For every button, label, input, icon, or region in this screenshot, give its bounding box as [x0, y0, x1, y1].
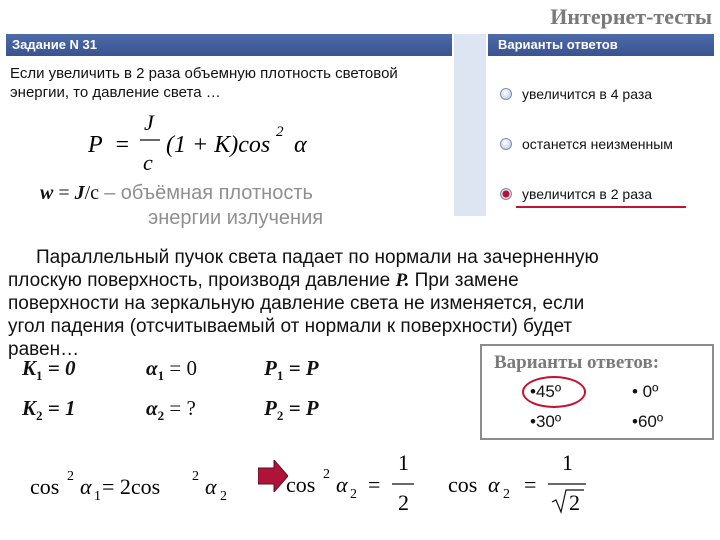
eq2-eq: =	[368, 472, 381, 497]
density-eq: =	[53, 182, 75, 204]
variants-box	[480, 344, 714, 440]
answer-option-3[interactable]	[500, 186, 652, 202]
given-alpha2: $\alpha_2$ = ?	[146, 396, 196, 424]
answer-option-1[interactable]	[500, 86, 652, 102]
given-p2: $P_2 = P$	[264, 396, 319, 424]
eq2-sub: 2	[350, 487, 357, 502]
density-w: w	[40, 182, 54, 204]
eq2-den: 2	[398, 490, 409, 515]
eq1-sub: 1	[94, 489, 101, 504]
formula-power: 2	[276, 124, 284, 140]
eq3-num: 1	[562, 450, 573, 475]
eq1-alpha2: α	[205, 474, 217, 499]
task-panel-header: Задание N 31	[6, 34, 452, 56]
question-line-2: энергии, то давление света …	[10, 84, 221, 101]
eq2-pow: 2	[323, 467, 330, 482]
answer-option-2[interactable]	[500, 136, 673, 152]
eq3-cos: cos	[448, 472, 478, 497]
formula-num: J	[144, 110, 154, 135]
answer-option-label: увеличится в 2 раза	[522, 186, 653, 202]
density-definition	[40, 182, 313, 205]
pressure-formula-svg	[88, 110, 328, 180]
panel-divider	[454, 34, 486, 216]
problem-line-4: угол падения (отсчитываемый от нормали к поверхности) будет	[8, 316, 573, 337]
problem-line-2	[8, 269, 708, 292]
given-alpha1: $\alpha_1 = 0$	[146, 356, 197, 384]
given-k2: $K_2 = 1$	[22, 396, 76, 424]
eq1-alpha: α	[80, 474, 92, 499]
density-c: /c	[84, 182, 100, 204]
radio-icon[interactable]	[500, 88, 512, 100]
eq1-sub2: 2	[220, 489, 227, 504]
eq1-pow2: 2	[192, 469, 199, 484]
density-J: J	[74, 182, 85, 204]
selected-answer-underline	[516, 206, 686, 208]
question-line-1: Если увеличить в 2 раза объемную плотность световой	[10, 65, 398, 82]
arrow-right-icon	[258, 460, 288, 492]
formula-eq: =	[114, 132, 131, 158]
density-desc-2: энергии излучения	[148, 207, 324, 229]
pressure-formula	[88, 110, 328, 187]
equation-2	[286, 446, 426, 516]
formula-lhs: P	[88, 132, 103, 158]
eq1-cos: cos	[30, 474, 60, 499]
problem-line-2a: плоскую поверхность, производя давление	[8, 270, 396, 291]
problem-line-1: Параллельный пучок света падает по нормали на зачерненную	[36, 247, 599, 268]
radio-icon[interactable]	[500, 138, 512, 150]
formula-rest: (1 + K)cos	[166, 132, 271, 158]
pressure-symbol: P.	[395, 270, 410, 291]
variants-title: Варианты ответов:	[494, 352, 660, 373]
question-text	[10, 64, 450, 102]
formula-den: c	[143, 150, 153, 175]
variant-0[interactable]: • 0º	[632, 382, 659, 401]
equation-3	[448, 446, 598, 516]
formula-alpha: α	[294, 132, 307, 158]
given-k1: $K_1 = 0$	[22, 356, 76, 384]
answer-option-label: увеличится в 4 раза	[522, 86, 653, 102]
site-brand: Интернет-тесты	[550, 4, 712, 29]
radio-selected-icon[interactable]	[500, 188, 512, 200]
eq3-den: 2	[569, 490, 580, 515]
equation-1	[30, 462, 260, 512]
variant-45[interactable]: •45º	[530, 382, 562, 401]
variant-60[interactable]: •60º	[632, 412, 664, 431]
problem-line-3: поверхности на зеркальную давление света не изменяется, если	[8, 293, 585, 314]
problem-line-5: равен…	[8, 339, 80, 360]
eq2-cos: cos	[286, 472, 316, 497]
eq3-sub: 2	[503, 487, 510, 502]
eq2-alpha: α	[336, 472, 348, 497]
eq1-mid: = 2cos	[102, 474, 161, 499]
eq3-eq: =	[524, 472, 537, 497]
density-desc-1: – объёмная плотность	[104, 182, 313, 204]
problem-line-2b: При замене	[409, 270, 519, 291]
eq1-pow: 2	[67, 469, 74, 484]
eq3-alpha: α	[488, 472, 500, 497]
answers-panel-header: Варианты ответов	[488, 34, 714, 56]
given-p1: $P_1 = P$	[264, 356, 319, 384]
answer-option-label: останется неизменным	[522, 136, 673, 152]
variant-30[interactable]: •30º	[530, 412, 562, 431]
eq2-num: 1	[398, 450, 409, 475]
